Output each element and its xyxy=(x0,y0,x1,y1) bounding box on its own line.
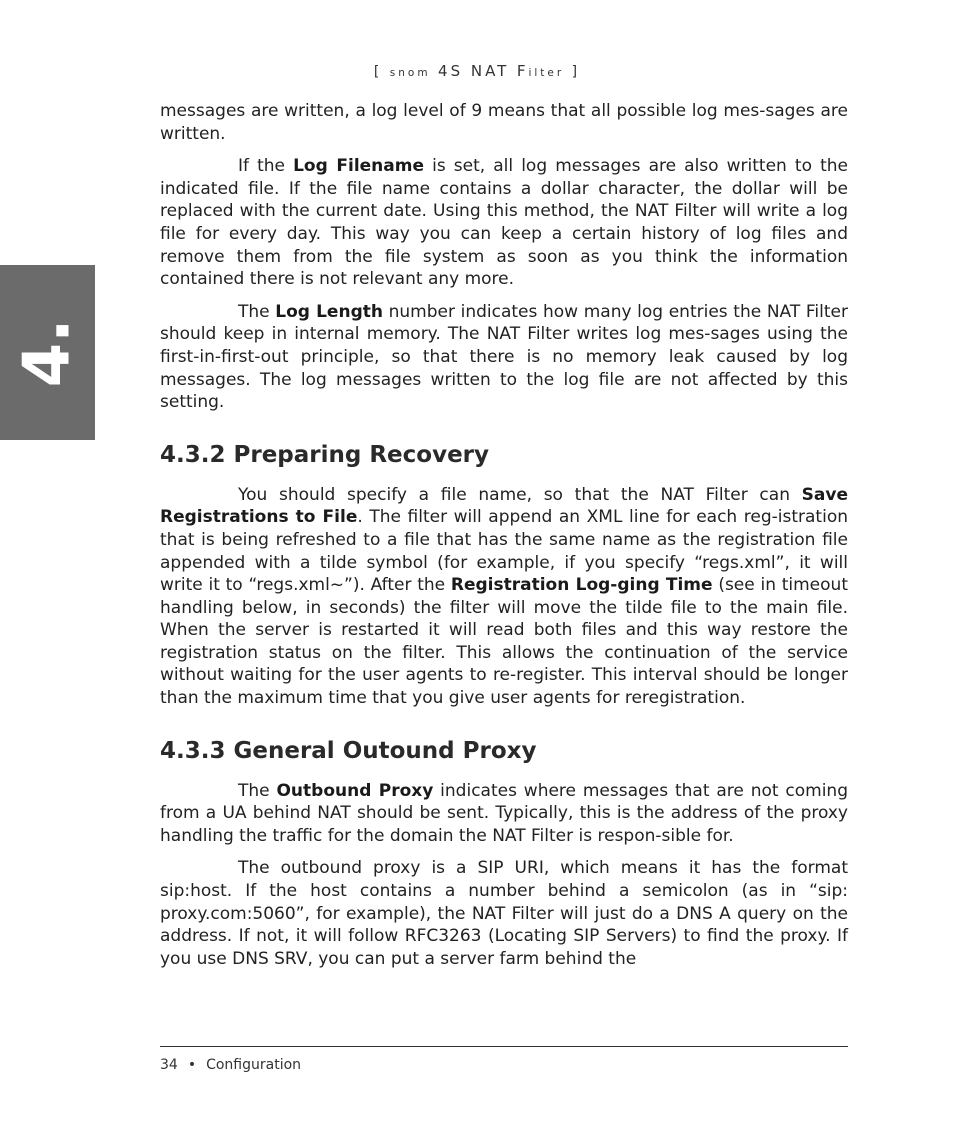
term-save-registrations: Save Registrations to File xyxy=(160,484,848,528)
term-log-filename: Log Filename xyxy=(293,156,424,177)
footer-rule xyxy=(160,1046,848,1047)
term-log-length: Log Length xyxy=(275,301,383,322)
heading-preparing-recovery: 4.3.2 Preparing Recovery xyxy=(160,441,490,468)
text: The xyxy=(238,301,276,322)
text: number indicates how many log entries the NAT Filter should keep in internal memory. The NAT Filter writes log mes-sages using the first-in-first-out principle, so that there is no memory leak caused by log messages. The log messages written to the log file are not affected by this setting. xyxy=(160,301,848,413)
paragraph-log-filename xyxy=(160,155,848,291)
page-body xyxy=(160,100,848,980)
running-header xyxy=(0,62,954,80)
header-open-bracket: [ xyxy=(373,64,383,80)
page-number: 34 xyxy=(160,1057,178,1073)
text: . The filter will append an XML line for each reg-istration that is being refreshed to a file that has the same name as the registration file appended with a tilde symbol (for example, if you specify “regs.xml”, it will write it to “regs.xml~”). After the xyxy=(160,507,848,596)
header-filter-rest: ilter xyxy=(528,67,565,79)
paragraph-sip-uri: The outbound proxy is a SIP URI, which means it has the format sip:host. If the host contains a number behind a semicolon (as in “sip: proxy.com:5060”, for example), the NAT Filter will just do a DNS A query on the address. If not, it will follow RFC3263 (Locating SIP Servers) to find the proxy. If you use DNS SRV, you can put a server farm behind the xyxy=(160,858,848,969)
chapter-tab xyxy=(0,265,95,440)
text: You should specify a file name, so that the NAT Filter can xyxy=(238,484,802,505)
header-close-bracket: ] xyxy=(571,64,581,80)
term-outbound-proxy: Outbound Proxy xyxy=(276,780,434,801)
page-footer xyxy=(160,1057,301,1073)
text: (see in timeout handling below, in seconds) the filter will move the tilde file to the main file. When the server is restarted it will read both files and this way restore the registration status on the filter. This allows the continuation of the service without waiting for the user agents to re-register. This interval should be longer than the maximum time that you give user agents for reregistration. xyxy=(160,575,848,709)
text: If the xyxy=(238,156,294,177)
paragraph-outbound-proxy xyxy=(160,780,848,848)
paragraph-log-level: messages are written, a log level of 9 means that all possible log mes-sages are written. xyxy=(160,101,848,144)
footer-bullet: • xyxy=(187,1057,197,1073)
text: indicates where messages that are not coming from a UA behind NAT should be sent. Typically, this is the address of the proxy handling the traffic for the domain the NAT Filter is respon-sible for. xyxy=(160,780,848,846)
header-brand: snom xyxy=(389,67,431,79)
footer-section: Configuration xyxy=(206,1057,302,1073)
paragraph-recovery xyxy=(160,484,848,710)
term-registration-logging-time: Registration Log-ging Time xyxy=(450,575,713,596)
heading-outbound-proxy: 4.3.3 General Outound Proxy xyxy=(160,737,537,764)
text: is set, all log messages are also written to the indicated file. If the file name contains a dollar character, the dollar will be replaced with the current date. Using this method, the NAT Filter will write a log file for every day. This way you can keep a certain history of log files and remove them from the file system as soon as you think the information contained there is not relevant any more. xyxy=(160,156,848,290)
chapter-number: 4. xyxy=(10,318,85,387)
paragraph-log-length xyxy=(160,301,848,414)
text: The xyxy=(238,780,277,801)
header-filter-initial: F xyxy=(516,62,529,80)
header-model: 4S NAT xyxy=(438,62,510,80)
